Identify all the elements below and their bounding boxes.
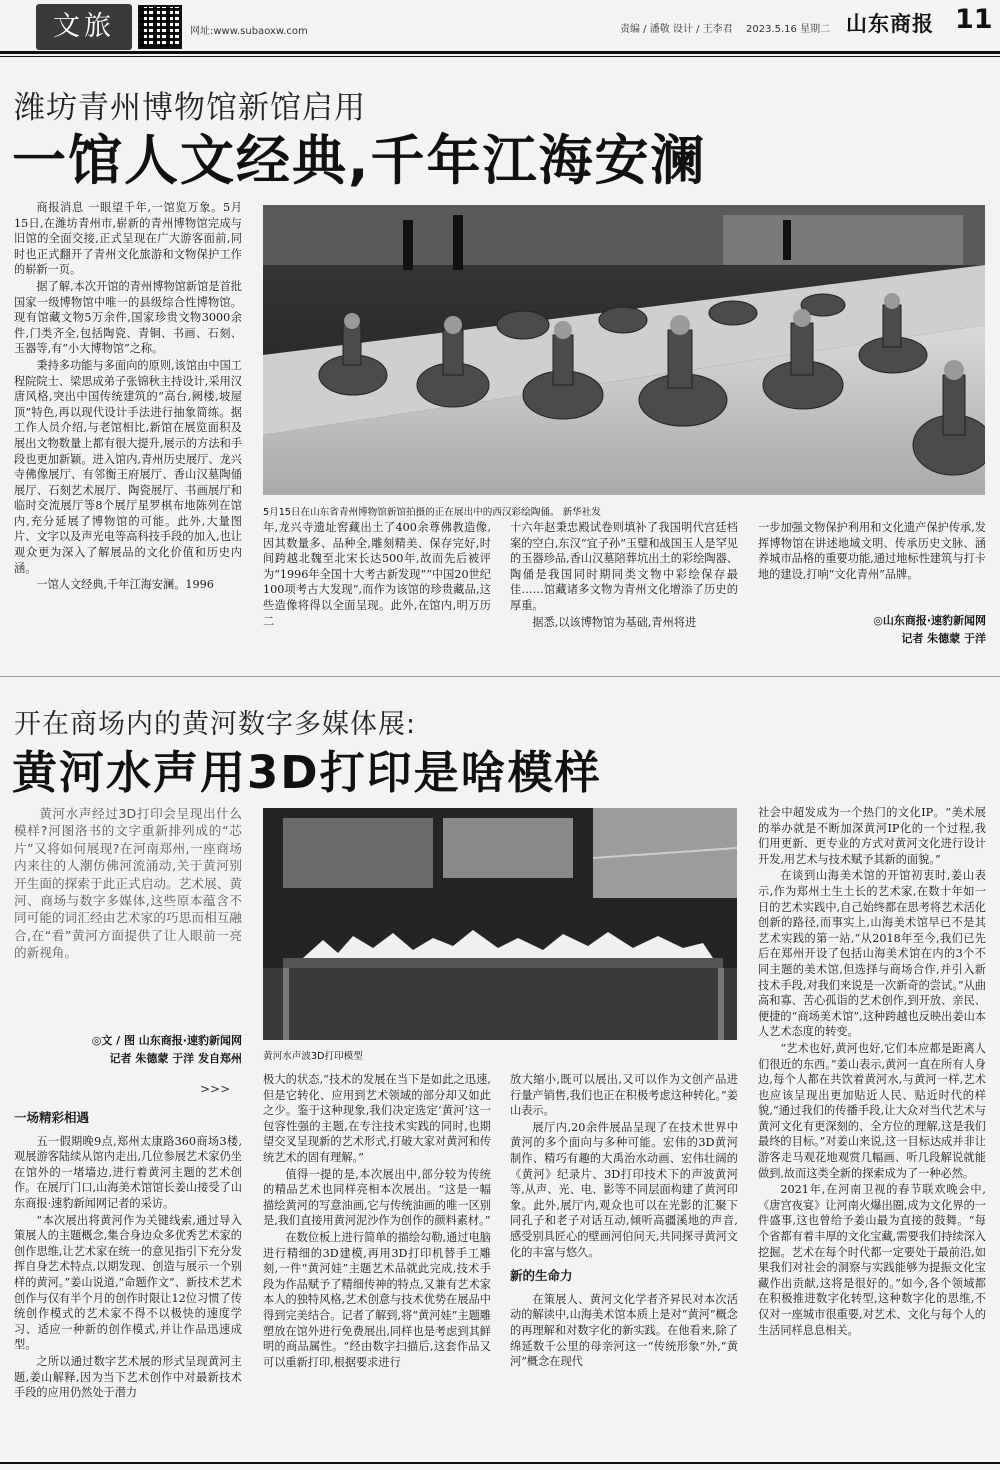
article1-kicker: 潍坊青州博物馆新馆启用: [14, 90, 366, 126]
article2-c3-p1: 放大缩小,既可以展出,又可以作为文创产品进行量产销售,我们也正在积极考虑这种转化。”姜山表示。: [510, 1073, 738, 1118]
article1-c3-p2: 据悉,以该博物馆为基础,青州将进: [532, 615, 697, 629]
article2-subhead-2: 新的生命力: [510, 1268, 573, 1284]
page-number: 11: [955, 4, 993, 35]
article1-c1-p3: 秉持多功能与多面向的原则,该馆由中国工程院院士、梁思成弟子张锦秋主持设计,采用汉唐风格,突出中国传统建筑的“高台,阙楼,坡屋顶”特色,再以现代设计手法进行抽象简练。据工作人员介绍,与老馆相比,新馆在展览面积及展出文物数量上都有很大提升,展示的方法和手段也更加新颖。进入馆内,青州历史展厅、龙兴寺佛像展厅、有邻衡王府展厅、香山汉墓陶俑展厅、石刻艺术展厅、陶瓷展厅、书画展厅和临时交流展厅等8个展厅星罗棋布地陈列在馆内,充分延展了博物馆的可能。此外,大量图片、文字以及声光电等高科技手段的加入,也让观众更为深入了解展品的文化价值和历史内涵。: [14, 358, 242, 575]
article2-c4-p2: 在谈到山海美术馆的开馆初衷时,姜山表示,作为郑州土生土长的艺术家,在数十年如一日的艺术实践中,自己始终都在思考将艺术活化创新的路径,而事实上,山海美术馆早已不是其艺术实践的第一站,“从2018年至今,我们已先后在郑州开设了包括山海美术馆在内的3个不同主题的美术馆,但选择与商场合作,并引入新技术手段,对我们来说是一次新奇的尝试。”从曲高和寡、苦心孤诣的艺术创作,到开放、亲民、便捷的“商场美术馆”,这种跨越也反映出姜山本人艺术态度的转变。: [758, 869, 986, 1039]
section-title: 文旅: [53, 11, 115, 42]
article1-c4-p1: 一步加强文物保护利用和文化遗产保护传承,发挥博物馆在讲述地域文明、传承历史文脉、涵养城市品格的重要功能,通过地标性建筑与打卡地的建设,打响“文化青州”品牌。: [758, 521, 986, 581]
section-tag: [36, 4, 132, 50]
article1-c1-p4: 一馆人文经典,千年江海安澜。1996: [36, 578, 214, 592]
article2-credit-line2: 记者 朱德蒙 于洋 发自郑州: [109, 1052, 242, 1065]
article2-credit-line1: ◎文 / 图 山东商报·速豹新闻网: [91, 1034, 242, 1047]
article2-c3-p2: 展厅内,20余件展品呈现了在技术世界中黄河的多个面向与多种可能。宏伟的3D黄河制作、精巧有趣的大禹治水动画、宏伟壮阔的《黄河》纪录片、3D打印技术下的声波黄河等,从声、光、电、影等不同层面构建了黄河印象。此外,展厅内,观众也可以在光影的汇聚下同孔子和老子对话互动,倾听高疆溪地的声音,感受别具匠心的壁画河伯问天,共同探寻黄河文化的丰富与悠久。: [510, 1120, 738, 1259]
bottom-rule: [0, 1462, 1000, 1464]
paper-name: 山东商报: [846, 12, 934, 36]
article1-c1-p2: 据了解,本次开馆的青州博物馆新馆是首批国家一级博物馆中唯一的县级综合性博物馆。现有馆藏文物5万余件,国家珍贵文物3000余件,门类齐全,包括陶瓷、青铜、书画、石刻、玉器等,有“小大博物馆”之称。: [14, 279, 242, 356]
article2-c2-p3: 在数位板上进行简单的描绘勾勒,通过电脑进行精细的3D建模,再用3D打印机替手工雕刻,一件“黄河娃”主题艺术品就此完成,技术手段为作品赋予了精细传神的特点,又兼有艺术家本人的独特风格,艺术创意与技术优势在展品中得到完美结合。记者了解到,将“黄河娃”主题雕塑放在馆外进行免费展出,同样也是考虑到其鲜明的商品属性。“经由数字扫描后,这套作品又可以重新打印,根据要求进行: [263, 1230, 491, 1369]
article2-column-4: [758, 805, 986, 1454]
museum-figurines-photo: [263, 205, 985, 495]
article2-c4-p4: 2021年,在河南卫视的春节联欢晚会中,《唐宫夜宴》让河南火爆出圈,成为文化界的一件盛事,这也曾给予姜山最为直接的鼓舞。“每个省都有着丰厚的文化宝藏,需要我们持续深入挖掘。艺术在每个时代都一定要处于最前沿,如果我们对社会的洞察与实践能够为提振文化宝藏作出贡献,这将是很好的。”如今,各个领域都在积极推进数字化转型,这种数字化的思维,不仅对一座城市很重要,对艺术、文化与每个人的生活同样息息相关。: [758, 1183, 986, 1337]
article2-column-1: [14, 1102, 242, 1454]
article2-credit: [14, 1032, 242, 1068]
article1-credit: [758, 612, 986, 648]
article2-c1-p2: “本次展出将黄河作为关键线索,通过导入策展人的主题概念,集合身边众多优秀艺术家的创作思维,让艺术家在统一的意见指引下充分发挥自身艺术特点,以期发现、创造与展示一个别样的黄河。”姜山说道,“命题作文”、新技术艺术创作与仅有半个月的创作时限让12位习惯了传统创作模式的艺术家不得不以极快的速度学习、适应一种新的创作模式,并让作品迅速成型。: [14, 1213, 242, 1352]
article2-c2-p2: 值得一提的是,本次展出中,部分较为传统的精品艺术也同样亮相本次展出。“这是一幅描绘黄河的写意油画,它与传统油画的唯一区别是,我们直接用黄河泥沙作为创作的颜料素材。”: [263, 1167, 491, 1228]
article2-column-2: [263, 1072, 491, 1454]
article2-subhead-1: 一场精彩相遇: [14, 1110, 90, 1125]
article1-c1-p1: 商报消息 一眼望千年,一馆览万象。5月15日,在潍坊青州市,崭新的青州博物馆完成与旧馆的全面交接,正式呈现在广大游客面前,同时也正式翻开了青州文化旅游和文物保护工作的崭新一页。: [14, 201, 242, 277]
more-arrow: >>>: [200, 1082, 231, 1096]
figurines-illustration: [263, 205, 985, 495]
article1-photo-caption: 5月15日在山东省青州博物馆新馆拍摄的正在展出中的西汉彩绘陶俑。 新华社发: [263, 507, 601, 518]
yellow-river-3d-model-photo: [263, 808, 737, 1040]
article2-c3-p3: 在策展人、黄河文化学者齐昇民对本次活动的解读中,山海美术馆本质上是对“黄河”概念的再理解和对数字化的新实践。在他看来,除了绵延数千公里的母亲河这一“传统形象”外,“黄河”概念在现代: [510, 1292, 738, 1369]
article-divider: [0, 676, 1000, 677]
article2-photo-caption: 黄河水声波3D打印模型: [263, 1051, 363, 1062]
article2-headline: 黄河水声用3D打印是啥模样: [12, 746, 602, 799]
river-model-illustration: [263, 808, 737, 1040]
article1-credit-line2: 记者 朱德蒙 于洋: [901, 632, 986, 645]
article1-column-4: [758, 520, 986, 610]
article1-column-1: [14, 200, 242, 652]
article2-c1-p1: 五一假期晚9点,郑州太康路360商场3楼,观展游客陆续从馆内走出,几位参展艺术家仍坐在馆外的一堵墙边,进行着黄河主题的艺术创作。在展厅门口,山海美术馆馆长姜山接受了山东商报·速豹新闻网记者的采访。: [14, 1134, 242, 1210]
article1-column-2: [263, 520, 491, 652]
article1-headline: 一馆人文经典,千年江海安澜: [12, 129, 707, 192]
masthead-rule: [0, 51, 1000, 54]
article1-c3-p1: 十六年赵秉忠殿试卷则填补了我国明代宫廷档案的空白,东汉“宜子孙”玉璧和战国玉人是罕见的玉器珍品,香山汉墓陪葬坑出土的彩绘陶器、陶俑是我国同时期同类文物中彩绘保存最佳……馆藏诸多文物为青州文化增添了历史的厚重。: [510, 521, 738, 612]
article2-kicker: 开在商场内的黄河数字多媒体展:: [14, 709, 417, 740]
article1-credit-line1: ◎山东商报·速豹新闻网: [873, 614, 986, 627]
editor-credit: 责编 / 潘敬 设计 / 王李君: [620, 24, 733, 35]
website-url: 网址:www.subaoxw.com: [190, 26, 308, 37]
article2-c2-p1: 极大的状态,“技术的发展在当下是如此之迅速,但是它转化、应用到艺术领域的部分却又如此之少。鉴于这种现象,我们决定选定‘黄河’这一包容性强的主题,在专注技术实践的同时,也期望交叉呈现新的艺术形式,打破大家对黄河和传统艺术的固有理解。”: [263, 1073, 491, 1164]
article2-c4-p1: 社会中超发成为一个热门的文化IP。“美术展的举办就是不断加深黄河IP化的一个过程,我们用更新、更专业的方式对黄河文化进行设计开发,用艺术与技术赋予其新的面貌。”: [758, 806, 986, 866]
qr-code: [138, 5, 182, 49]
article1-column-3: [510, 520, 738, 652]
article2-c4-p3: “艺术也好,黄河也好,它们本应都是距离人们很近的东西。”姜山表示,黄河一直在所有人身边,每个人都在共饮着黄河水,与黄河一样,艺术也应该呈现出更加贴近人民、贴近时代的样貌,“通过我们的传播手段,让大众对当代艺术与黄河文化有更深刻的、全方位的理解,这是我们最终的目标。”对姜山来说,这一目标达成并非让游客走马观花地观赏几幅画、听几段解说就能做到,故而这类全新的探索成为了一种必然。: [758, 1041, 986, 1180]
issue-date: 2023.5.16 星期二: [746, 24, 831, 35]
article2-intro-text: 黄河水声经过3D打印会呈现出什么模样?河图洛书的文字重新排列成的“芯片”又将如何展现?在河南郑州,一座商场内来往的人潮仿佛河流涌动,关于黄河别开生面的探索于此正式启动。艺术展、黄河、商场与数字多媒体,这些原本蕴含不同可能的词汇经由艺术家的巧思而相互融合,在“看”黄河方面提供了让人眼前一亮的新视角。: [14, 806, 242, 961]
masthead-rule-thin: [0, 56, 1000, 57]
article2-intro: [14, 805, 242, 962]
article2-column-3: [510, 1072, 738, 1454]
article2-c1-p3: 之所以通过数字艺术展的形式呈现黄河主题,姜山解释,因为当下艺术创作中对最新技术手段的应用仍然处于潜力: [14, 1354, 242, 1400]
article1-c2-p1: 年,龙兴寺遗址窖藏出土了400余尊佛教造像,因其数量多、品种全,雕刻精美、保存完好,时间跨越北魏至北宋长达500年,故而先后被评为“1996年全国十大考古新发现”“中国20世纪100项考古大发现”,而作为该馆的珍贵藏品,这些造像将得以全面呈现。此外,在馆内,明万历二: [263, 521, 491, 628]
